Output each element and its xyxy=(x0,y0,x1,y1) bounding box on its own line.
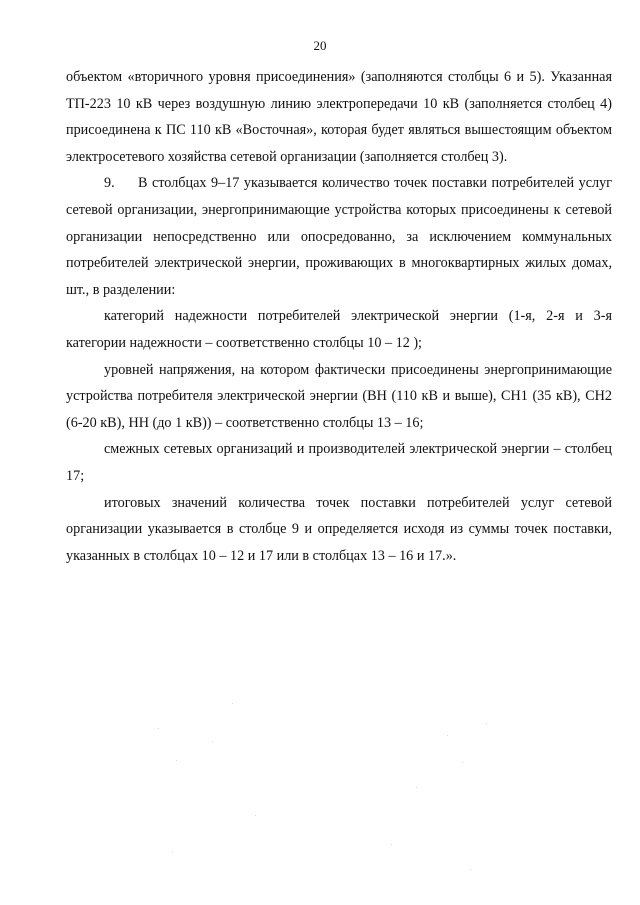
scan-speck xyxy=(486,723,487,724)
document-body xyxy=(66,64,612,569)
paragraph-item-9 xyxy=(66,170,612,303)
item-number: 9. xyxy=(104,175,115,192)
paragraph-voltage-levels: уровней напряжения, на котором фактически присоединены энергопринимающие устройства потребителя электрической энергии (ВН (110 кВ и выше), СН1 (35 кВ), СН2 (6-20 кВ), НН (до 1 кВ)) – соответственно столбцы 13 – 16; xyxy=(66,361,612,431)
scan-speck xyxy=(176,760,177,761)
scan-speck xyxy=(462,762,463,763)
paragraph-adjacent-organizations: смежных сетевых организаций и производителей электрической энергии – столбец 17; xyxy=(66,441,612,484)
scan-speck xyxy=(212,741,213,742)
scan-speck xyxy=(172,852,173,853)
scan-speck xyxy=(470,869,471,870)
scan-speck xyxy=(232,703,233,704)
paragraph-totals: итоговых значений количества точек поставки потребителей услуг сетевой организации указывается в столбце 9 и определяется исходя из суммы точек поставки, указанных в столбцах 10 – 12 и 17 или в столбцах 13 – 16 и 17.». xyxy=(66,494,612,564)
scan-speck xyxy=(416,787,417,788)
scan-speck xyxy=(255,815,256,816)
scan-speck xyxy=(158,728,159,729)
paragraph-reliability-categories: категорий надежности потребителей электрической энергии (1-я, 2-я и 3-я категории надежности – соответственно столбцы 10 – 12 ); xyxy=(66,308,612,351)
page-number: 20 xyxy=(313,38,327,53)
paragraph-item-9-text: В столбцах 9–17 указывается количество точек поставки потребителей услуг сетевой организации, энергопринимающие устройства которых присоединены к сетевой организации непосредственно или опосредованно, за исключением коммунальных потребителей электрической энергии, проживающих в многоквартирных жилых домах, шт., в разделении: xyxy=(66,175,612,298)
scan-speck xyxy=(391,844,392,845)
paragraph-continuation: объектом «вторичного уровня присоединения» (заполняются столбцы 6 и 5). Указанная ТП-223 10 кВ через воздушную линию электропередачи 10 кВ (заполняется столбец 4) присоединена к ПС 110 кВ «Восточная», которая будет являться вышестоящим объектом электросетевого хозяйства сетевой организации (заполняется столбец 3). xyxy=(66,69,612,165)
scan-speck xyxy=(447,735,448,736)
